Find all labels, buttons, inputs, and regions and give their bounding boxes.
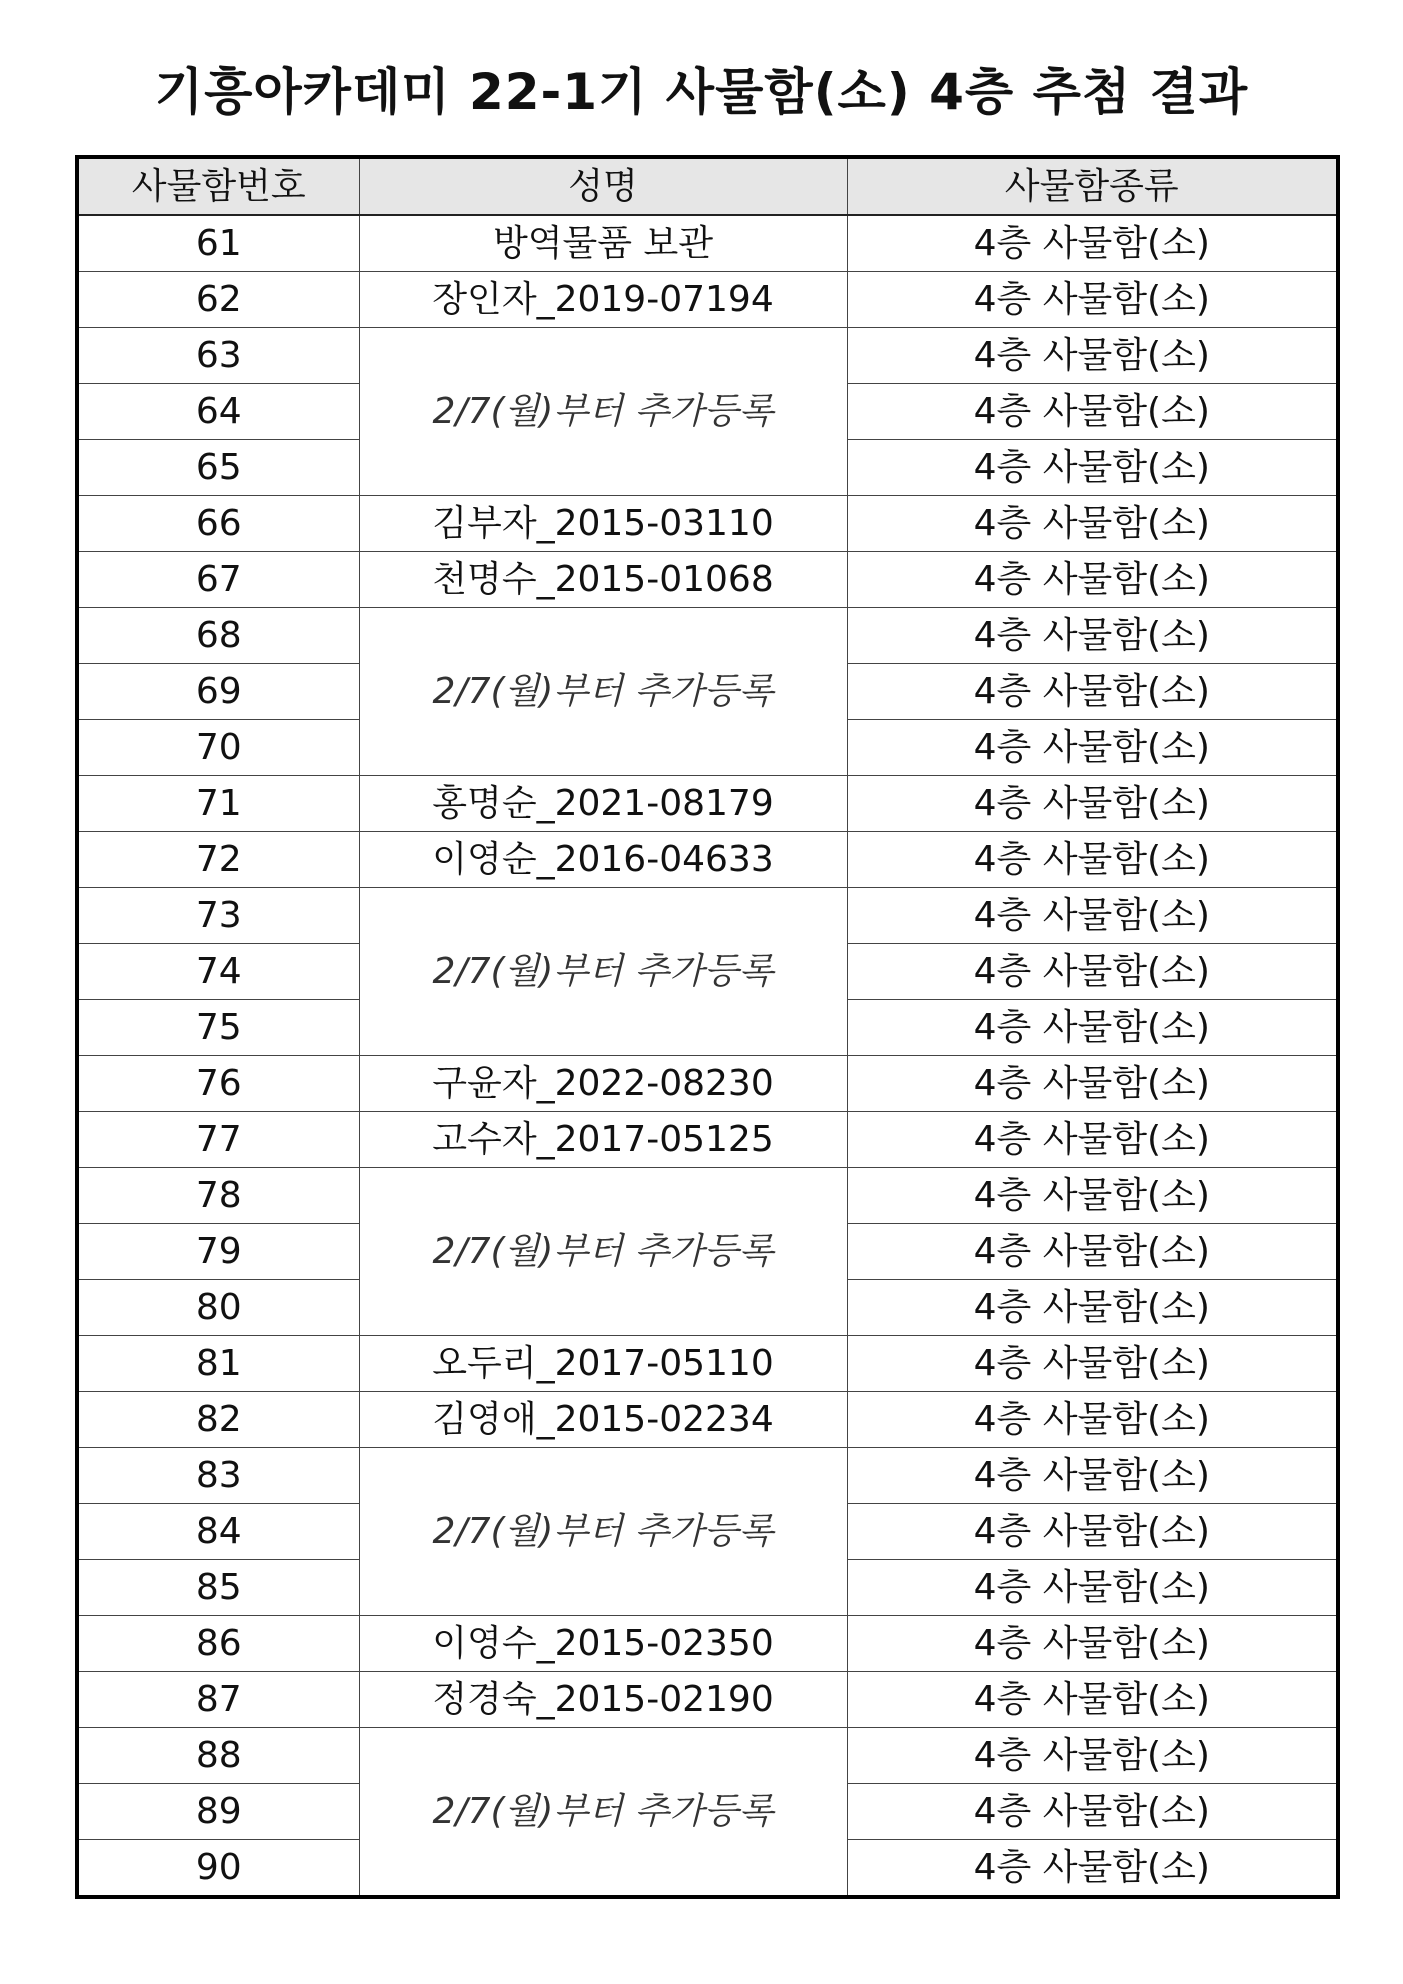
table-row [77, 1112, 1338, 1168]
assignee-name-cell: 방역물품 보관 [359, 215, 847, 272]
locker-type-cell: 4층 사물함(소) [847, 608, 1338, 664]
locker-type-cell: 4층 사물함(소) [847, 1616, 1338, 1672]
pending-registration-note: 2/7(월)부터 추가등록 [359, 608, 847, 776]
locker-number-cell: 63 [77, 328, 359, 384]
table-row [77, 888, 1338, 944]
locker-number-cell: 84 [77, 1504, 359, 1560]
assignee-name-cell: 오두리_2017-05110 [359, 1336, 847, 1392]
locker-type-cell: 4층 사물함(소) [847, 1112, 1338, 1168]
locker-number-cell: 68 [77, 608, 359, 664]
assignee-name-cell: 홍명순_2021-08179 [359, 776, 847, 832]
table-row [77, 552, 1338, 608]
locker-type-cell: 4층 사물함(소) [847, 888, 1338, 944]
locker-number-cell: 88 [77, 1728, 359, 1784]
header-name: 성명 [359, 157, 847, 215]
locker-type-cell: 4층 사물함(소) [847, 1840, 1338, 1898]
assignee-name-cell: 정경숙_2015-02190 [359, 1672, 847, 1728]
locker-number-cell: 90 [77, 1840, 359, 1898]
locker-number-cell: 74 [77, 944, 359, 1000]
assignee-name-cell: 장인자_2019-07194 [359, 272, 847, 328]
locker-type-cell: 4층 사물함(소) [847, 552, 1338, 608]
table-row [77, 1336, 1338, 1392]
locker-type-cell: 4층 사물함(소) [847, 1168, 1338, 1224]
locker-number-cell: 86 [77, 1616, 359, 1672]
locker-number-cell: 77 [77, 1112, 359, 1168]
table-row [77, 272, 1338, 328]
table-row [77, 608, 1338, 664]
pending-registration-note: 2/7(월)부터 추가등록 [359, 1728, 847, 1898]
locker-number-cell: 82 [77, 1392, 359, 1448]
locker-number-cell: 81 [77, 1336, 359, 1392]
locker-number-cell: 70 [77, 720, 359, 776]
locker-number-cell: 78 [77, 1168, 359, 1224]
table-row [77, 832, 1338, 888]
locker-number-cell: 85 [77, 1560, 359, 1616]
locker-type-cell: 4층 사물함(소) [847, 1056, 1338, 1112]
locker-number-cell: 61 [77, 215, 359, 272]
pending-registration-note: 2/7(월)부터 추가등록 [359, 1168, 847, 1336]
header-locker-number: 사물함번호 [77, 157, 359, 215]
locker-number-cell: 89 [77, 1784, 359, 1840]
pending-registration-note: 2/7(월)부터 추가등록 [359, 1448, 847, 1616]
locker-type-cell: 4층 사물함(소) [847, 1728, 1338, 1784]
pending-registration-note: 2/7(월)부터 추가등록 [359, 328, 847, 496]
table-row [77, 1672, 1338, 1728]
locker-type-cell: 4층 사물함(소) [847, 1224, 1338, 1280]
locker-type-cell: 4층 사물함(소) [847, 1000, 1338, 1056]
locker-type-cell: 4층 사물함(소) [847, 496, 1338, 552]
table-row [77, 1728, 1338, 1784]
table-row [77, 1056, 1338, 1112]
locker-type-cell: 4층 사물함(소) [847, 272, 1338, 328]
locker-type-cell: 4층 사물함(소) [847, 832, 1338, 888]
locker-type-cell: 4층 사물함(소) [847, 1392, 1338, 1448]
locker-number-cell: 64 [77, 384, 359, 440]
assignee-name-cell: 김부자_2015-03110 [359, 496, 847, 552]
assignee-name-cell: 고수자_2017-05125 [359, 1112, 847, 1168]
table-row [77, 1392, 1338, 1448]
locker-type-cell: 4층 사물함(소) [847, 1504, 1338, 1560]
assignee-name-cell: 이영순_2016-04633 [359, 832, 847, 888]
locker-type-cell: 4층 사물함(소) [847, 1560, 1338, 1616]
table-header [77, 157, 1338, 215]
table-row [77, 328, 1338, 384]
assignee-name-cell: 이영수_2015-02350 [359, 1616, 847, 1672]
locker-type-cell: 4층 사물함(소) [847, 944, 1338, 1000]
locker-number-cell: 62 [77, 272, 359, 328]
locker-number-cell: 69 [77, 664, 359, 720]
locker-type-cell: 4층 사물함(소) [847, 720, 1338, 776]
table-row [77, 776, 1338, 832]
pending-registration-note: 2/7(월)부터 추가등록 [359, 888, 847, 1056]
locker-type-cell: 4층 사물함(소) [847, 1336, 1338, 1392]
locker-type-cell: 4층 사물함(소) [847, 1448, 1338, 1504]
locker-type-cell: 4층 사물함(소) [847, 328, 1338, 384]
locker-number-cell: 65 [77, 440, 359, 496]
locker-type-cell: 4층 사물함(소) [847, 776, 1338, 832]
table-row [77, 1616, 1338, 1672]
assignee-name-cell: 천명수_2015-01068 [359, 552, 847, 608]
locker-number-cell: 73 [77, 888, 359, 944]
locker-number-cell: 87 [77, 1672, 359, 1728]
header-locker-type: 사물함종류 [847, 157, 1338, 215]
locker-type-cell: 4층 사물함(소) [847, 1784, 1338, 1840]
header-row [77, 157, 1338, 215]
assignee-name-cell: 구윤자_2022-08230 [359, 1056, 847, 1112]
table-row [77, 215, 1338, 272]
locker-type-cell: 4층 사물함(소) [847, 440, 1338, 496]
locker-number-cell: 76 [77, 1056, 359, 1112]
locker-number-cell: 72 [77, 832, 359, 888]
locker-number-cell: 67 [77, 552, 359, 608]
locker-type-cell: 4층 사물함(소) [847, 1280, 1338, 1336]
table-row [77, 496, 1338, 552]
locker-number-cell: 75 [77, 1000, 359, 1056]
table-row [77, 1168, 1338, 1224]
locker-number-cell: 66 [77, 496, 359, 552]
locker-type-cell: 4층 사물함(소) [847, 1672, 1338, 1728]
locker-number-cell: 71 [77, 776, 359, 832]
locker-type-cell: 4층 사물함(소) [847, 664, 1338, 720]
table-body [77, 215, 1338, 1897]
locker-type-cell: 4층 사물함(소) [847, 215, 1338, 272]
locker-result-table [75, 155, 1340, 1899]
assignee-name-cell: 김영애_2015-02234 [359, 1392, 847, 1448]
locker-number-cell: 79 [77, 1224, 359, 1280]
locker-number-cell: 83 [77, 1448, 359, 1504]
locker-number-cell: 80 [77, 1280, 359, 1336]
locker-type-cell: 4층 사물함(소) [847, 384, 1338, 440]
page-title: 기흥아카데미 22-1기 사물함(소) 4층 추첨 결과 [154, 63, 1249, 121]
table-row [77, 1448, 1338, 1504]
